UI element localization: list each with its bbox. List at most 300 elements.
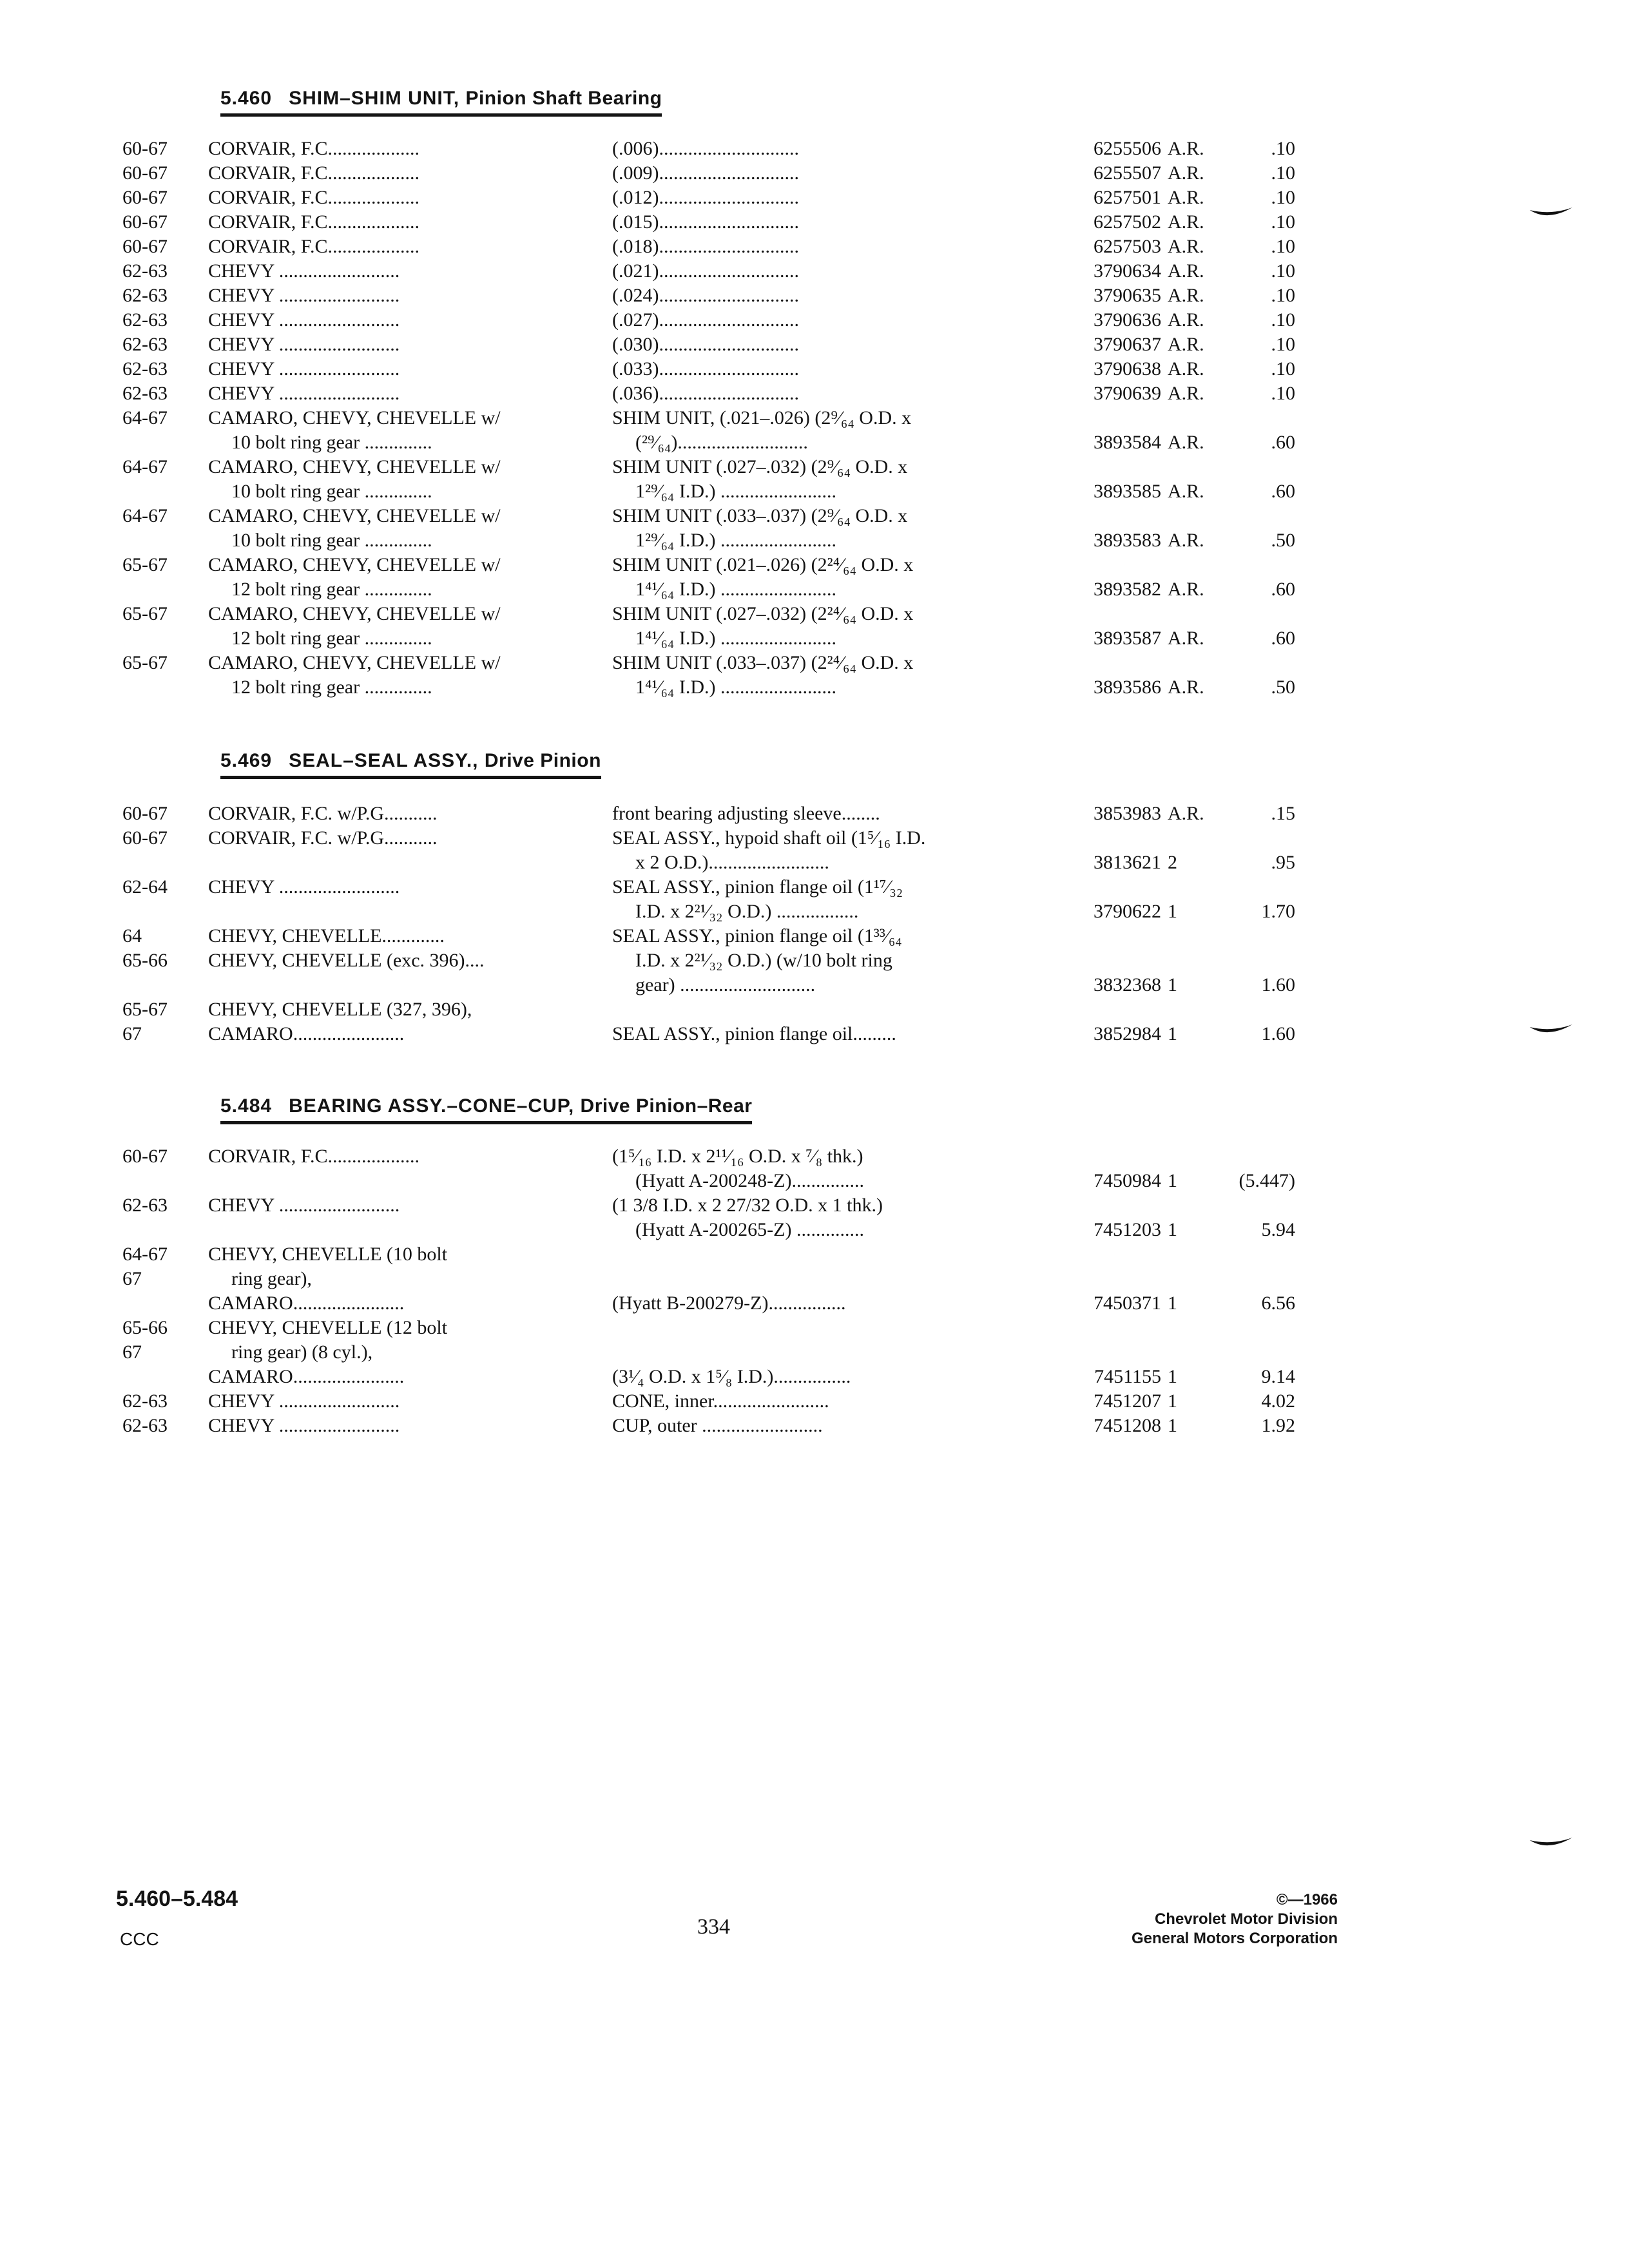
table-row xyxy=(122,651,1295,700)
year-text: 62-63 xyxy=(122,1415,168,1436)
year-text: 62-63 xyxy=(122,285,168,306)
model-description xyxy=(208,186,582,210)
model-description xyxy=(208,357,582,381)
model-text: CAMARO, CHEVY, CHEVELLE w/ xyxy=(208,505,501,526)
copyright: ©—1966 xyxy=(1276,1891,1338,1908)
year-text: 62-63 xyxy=(122,383,168,404)
section-number: 5.469 xyxy=(220,750,273,771)
model-description xyxy=(208,332,582,357)
part-number: 3893587 xyxy=(1094,628,1161,649)
part-number: 3893584 xyxy=(1094,432,1161,453)
year-text: 65-67 xyxy=(122,999,168,1020)
description-text: front bearing adjusting sleeve........ xyxy=(612,803,880,824)
description-text: (.033)............................. xyxy=(612,358,799,380)
quantity: 1 xyxy=(1168,1170,1177,1191)
description-text: SHIM UNIT (.021–.026) (2²⁴⁄₆₄ O.D. x xyxy=(612,554,914,575)
model-text: 12 bolt ring gear .............. xyxy=(231,677,432,698)
model-text: CORVAIR, F.C................... xyxy=(208,211,420,233)
parts-table-5-460 xyxy=(122,137,1295,700)
year-range xyxy=(122,1316,200,1365)
model-description xyxy=(208,1242,582,1316)
table-row xyxy=(122,161,1295,186)
section-heading: SHIM–SHIM UNIT, xyxy=(289,88,460,109)
footer-publisher xyxy=(1132,1890,1338,1948)
quantity: 1 xyxy=(1168,1023,1177,1044)
price: .10 xyxy=(1271,162,1295,184)
description-text: (.024)............................. xyxy=(612,285,799,306)
model-description xyxy=(208,1389,582,1414)
table-row xyxy=(122,259,1295,284)
part-number: 7451203 xyxy=(1094,1219,1161,1240)
model-text: 12 bolt ring gear .............. xyxy=(231,628,432,649)
price: .10 xyxy=(1271,236,1295,257)
description-text: (1⁵⁄₁₆ I.D. x 2¹¹⁄₁₆ O.D. x ⁷⁄₈ thk.) xyxy=(612,1146,863,1167)
table-row xyxy=(122,924,1295,997)
description-text: SEAL ASSY., pinion flange oil (1³³⁄₆₄ xyxy=(612,925,902,947)
description-text: CUP, outer ......................... xyxy=(612,1415,823,1436)
model-text: CHEVY ......................... xyxy=(208,383,400,404)
part-number: 3852984 xyxy=(1094,1023,1161,1044)
year-text: 64-67 xyxy=(122,407,168,428)
price: 9.14 xyxy=(1261,1366,1295,1387)
price: 1.60 xyxy=(1261,1023,1295,1044)
quantity: 1 xyxy=(1168,1390,1177,1412)
part-number: 3813621 xyxy=(1094,852,1161,873)
description-text: SEAL ASSY., hypoid shaft oil (1⁵⁄₁₆ I.D. xyxy=(612,827,926,849)
model-text: CHEVY, CHEVELLE (exc. 396).... xyxy=(208,950,485,971)
year-range xyxy=(122,1144,200,1169)
quantity: A.R. xyxy=(1168,358,1204,380)
year-text: 62-64 xyxy=(122,876,168,898)
year-text: 60-67 xyxy=(122,138,168,159)
model-description xyxy=(208,210,582,235)
price: .10 xyxy=(1271,260,1295,282)
part-number: 7451155 xyxy=(1094,1366,1161,1387)
year-range xyxy=(122,332,200,357)
year-text: 62-63 xyxy=(122,358,168,380)
year-range xyxy=(122,210,200,235)
page-number: 334 xyxy=(697,1915,730,1939)
price: .60 xyxy=(1271,579,1295,600)
model-description xyxy=(208,875,582,899)
description-text: (.009)............................. xyxy=(612,162,799,184)
section-subheading: Drive Pinion xyxy=(484,750,601,771)
price: .60 xyxy=(1271,432,1295,453)
price: .50 xyxy=(1271,677,1295,698)
section-title-5-484 xyxy=(220,1095,752,1124)
footer-code: CCC xyxy=(120,1929,159,1949)
description-text: CONE, inner........................ xyxy=(612,1390,829,1412)
quantity: A.R. xyxy=(1168,530,1204,551)
price: .60 xyxy=(1271,628,1295,649)
description-text: 1⁴¹⁄₆₄ I.D.) ........................ xyxy=(635,579,837,600)
table-row xyxy=(122,235,1295,259)
year-text: 65-67 xyxy=(122,554,168,575)
description-text: (Hyatt A-200265-Z) .............. xyxy=(635,1219,864,1240)
year-range xyxy=(122,602,200,626)
part-number: 7450371 xyxy=(1094,1293,1161,1314)
year-range xyxy=(122,186,200,210)
model-text: CORVAIR, F.C................... xyxy=(208,236,420,257)
model-description xyxy=(208,308,582,332)
year-range xyxy=(122,235,200,259)
quantity: A.R. xyxy=(1168,803,1204,824)
description-text: 1²⁹⁄₆₄ I.D.) ........................ xyxy=(635,530,837,551)
table-row xyxy=(122,381,1295,406)
part-number: 6257501 xyxy=(1094,187,1161,208)
model-text: CAMARO....................... xyxy=(208,1293,405,1314)
part-number: 3790634 xyxy=(1094,260,1161,282)
part-number: 3893585 xyxy=(1094,481,1161,502)
description-text: (.015)............................. xyxy=(612,211,799,233)
section-title-5-460 xyxy=(220,88,662,117)
description-text: I.D. x 2²¹⁄₃₂ O.D.) ................. xyxy=(635,901,859,922)
year-range xyxy=(122,259,200,284)
model-description xyxy=(208,651,582,700)
description-text xyxy=(612,1340,1166,1365)
table-row xyxy=(122,332,1295,357)
description-text xyxy=(612,1267,1166,1291)
part-number: 3790638 xyxy=(1094,358,1161,380)
price: .10 xyxy=(1271,285,1295,306)
model-description xyxy=(208,553,582,602)
part-number: 3893583 xyxy=(1094,530,1161,551)
quantity: A.R. xyxy=(1168,334,1204,355)
year-text: 64 xyxy=(122,925,142,947)
description-text: (Hyatt B-200279-Z)................ xyxy=(612,1293,846,1314)
model-description xyxy=(208,455,582,504)
year-text: 62-63 xyxy=(122,309,168,331)
model-text: 12 bolt ring gear .............. xyxy=(231,579,432,600)
model-text: CHEVY ......................... xyxy=(208,260,400,282)
model-text: CAMARO, CHEVY, CHEVELLE w/ xyxy=(208,456,501,477)
quantity: 1 xyxy=(1168,974,1177,995)
model-text: CHEVY ......................... xyxy=(208,309,400,331)
price: .10 xyxy=(1271,187,1295,208)
year-text: 60-67 xyxy=(122,236,168,257)
year-range xyxy=(122,357,200,381)
quantity: A.R. xyxy=(1168,628,1204,649)
model-description xyxy=(208,406,582,455)
part-number: 3790622 xyxy=(1094,901,1161,922)
model-description xyxy=(208,161,582,186)
table-row xyxy=(122,826,1295,875)
year-range xyxy=(122,997,200,1046)
quantity: 1 xyxy=(1168,901,1177,922)
table-row xyxy=(122,602,1295,651)
price: .10 xyxy=(1271,334,1295,355)
model-text: 10 bolt ring gear .............. xyxy=(231,481,432,502)
model-text: CORVAIR, F.C................... xyxy=(208,1146,420,1167)
year-text: 65-66 xyxy=(122,950,168,971)
model-text: CHEVY, CHEVELLE (10 bolt xyxy=(208,1244,448,1265)
model-description xyxy=(208,137,582,161)
year-range xyxy=(122,875,200,899)
year-range xyxy=(122,406,200,430)
description-text: (²⁹⁄₆₄)........................... xyxy=(635,432,808,453)
year-text: 65-67 xyxy=(122,603,168,624)
year-text: 62-63 xyxy=(122,1390,168,1412)
price: 6.56 xyxy=(1261,1293,1295,1314)
description-text: 1⁴¹⁄₆₄ I.D.) ........................ xyxy=(635,677,837,698)
year-range xyxy=(122,924,200,973)
description-text: 1²⁹⁄₆₄ I.D.) ........................ xyxy=(635,481,837,502)
year-range xyxy=(122,1193,200,1218)
quantity: 1 xyxy=(1168,1219,1177,1240)
year-text: 65-67 xyxy=(122,652,168,673)
division-name: Chevrolet Motor Division xyxy=(1154,1910,1338,1928)
model-description xyxy=(208,381,582,406)
table-row xyxy=(122,1316,1295,1389)
description-text xyxy=(612,997,1166,1022)
table-row xyxy=(122,875,1295,924)
model-text: CORVAIR, F.C................... xyxy=(208,162,420,184)
model-description xyxy=(208,284,582,308)
quantity: 1 xyxy=(1168,1415,1177,1436)
description-text: x 2 O.D.)......................... xyxy=(635,852,829,873)
part-number: 7451207 xyxy=(1094,1390,1161,1412)
part-number: 3790637 xyxy=(1094,334,1161,355)
table-row xyxy=(122,455,1295,504)
model-description xyxy=(208,826,582,850)
part-number: 6255507 xyxy=(1094,162,1161,184)
section-subheading: Pinion Shaft Bearing xyxy=(465,88,662,109)
year-range xyxy=(122,1389,200,1414)
table-row xyxy=(122,308,1295,332)
year-range xyxy=(122,308,200,332)
binder-mark-icon xyxy=(1528,205,1574,220)
model-text: CORVAIR, F.C................... xyxy=(208,138,420,159)
year-text: 67 xyxy=(122,1341,142,1363)
table-row xyxy=(122,186,1295,210)
description-text: (3¹⁄₄ O.D. x 1⁵⁄₈ I.D.)................ xyxy=(612,1366,851,1387)
part-number: 6257502 xyxy=(1094,211,1161,233)
price: 1.70 xyxy=(1261,901,1295,922)
part-number: 3790639 xyxy=(1094,383,1161,404)
part-number: 3893582 xyxy=(1094,579,1161,600)
price: .10 xyxy=(1271,383,1295,404)
model-description xyxy=(208,1414,582,1438)
description-text: (.030)............................. xyxy=(612,334,799,355)
price: 1.92 xyxy=(1261,1415,1295,1436)
model-text: CHEVY ......................... xyxy=(208,285,400,306)
year-range xyxy=(122,1414,200,1438)
quantity: A.R. xyxy=(1168,432,1204,453)
year-text: 64-67 xyxy=(122,1244,168,1265)
year-range xyxy=(122,1242,200,1291)
description-text: SHIM UNIT (.033–.037) (2²⁴⁄₆₄ O.D. x xyxy=(612,652,914,673)
model-description xyxy=(208,924,582,973)
model-text: CORVAIR, F.C................... xyxy=(208,187,420,208)
price: .60 xyxy=(1271,481,1295,502)
year-range xyxy=(122,553,200,577)
part-number: 7450984 xyxy=(1094,1170,1161,1191)
price: .10 xyxy=(1271,309,1295,331)
price: 4.02 xyxy=(1261,1390,1295,1412)
year-text: 60-67 xyxy=(122,803,168,824)
quantity: A.R. xyxy=(1168,677,1204,698)
table-row xyxy=(122,504,1295,553)
model-text: CHEVY ......................... xyxy=(208,1415,400,1436)
model-text: CHEVY ......................... xyxy=(208,876,400,898)
year-text: 60-67 xyxy=(122,211,168,233)
description-text: SHIM UNIT, (.021–.026) (2⁹⁄₆₄ O.D. x xyxy=(612,407,912,428)
table-row xyxy=(122,802,1295,826)
year-range xyxy=(122,651,200,675)
model-description xyxy=(208,1316,582,1389)
model-text: CAMARO, CHEVY, CHEVELLE w/ xyxy=(208,554,501,575)
model-description xyxy=(208,1193,582,1218)
year-text: 60-67 xyxy=(122,827,168,849)
description-text: (.036)............................. xyxy=(612,383,799,404)
year-range xyxy=(122,802,200,826)
part-number: 7451208 xyxy=(1094,1415,1161,1436)
model-text: 10 bolt ring gear .............. xyxy=(231,530,432,551)
quantity: A.R. xyxy=(1168,236,1204,257)
table-row xyxy=(122,1242,1295,1316)
quantity: A.R. xyxy=(1168,579,1204,600)
year-range xyxy=(122,504,200,528)
part-number: 3893586 xyxy=(1094,677,1161,698)
quantity: A.R. xyxy=(1168,383,1204,404)
table-row xyxy=(122,137,1295,161)
model-description xyxy=(208,1144,582,1169)
price: .15 xyxy=(1271,803,1295,824)
description-text: SHIM UNIT (.033–.037) (2⁹⁄₆₄ O.D. x xyxy=(612,505,908,526)
year-text: 64-67 xyxy=(122,456,168,477)
description-text: SEAL ASSY., pinion flange oil......... xyxy=(612,1023,896,1044)
table-row xyxy=(122,1144,1295,1193)
model-text: CHEVY, CHEVELLE (12 bolt xyxy=(208,1317,448,1338)
quantity: A.R. xyxy=(1168,211,1204,233)
description-text xyxy=(612,1316,1166,1340)
table-row xyxy=(122,1193,1295,1242)
description-text: gear) ............................ xyxy=(635,974,816,995)
description-text: (.012)............................. xyxy=(612,187,799,208)
part-number: 6255506 xyxy=(1094,138,1161,159)
model-description xyxy=(208,997,582,1046)
model-text: CAMARO, CHEVY, CHEVELLE w/ xyxy=(208,603,501,624)
part-number: 3832368 xyxy=(1094,974,1161,995)
part-number: 3853983 xyxy=(1094,803,1161,824)
year-text: 62-63 xyxy=(122,334,168,355)
year-text: 64-67 xyxy=(122,505,168,526)
footer-section-range: 5.460–5.484 xyxy=(116,1887,238,1911)
year-text: 60-67 xyxy=(122,1146,168,1167)
description-text: (.018)............................. xyxy=(612,236,799,257)
year-range xyxy=(122,137,200,161)
year-range xyxy=(122,826,200,850)
year-range xyxy=(122,455,200,479)
part-number: 6257503 xyxy=(1094,236,1161,257)
table-row xyxy=(122,406,1295,455)
price: .50 xyxy=(1271,530,1295,551)
model-description xyxy=(208,602,582,651)
quantity: A.R. xyxy=(1168,162,1204,184)
price: 1.60 xyxy=(1261,974,1295,995)
quantity: A.R. xyxy=(1168,260,1204,282)
price: .10 xyxy=(1271,358,1295,380)
year-range xyxy=(122,284,200,308)
price: 5.94 xyxy=(1261,1219,1295,1240)
section-heading: SEAL–SEAL ASSY., xyxy=(289,750,479,771)
quantity: A.R. xyxy=(1168,187,1204,208)
model-description xyxy=(208,504,582,553)
quantity: 1 xyxy=(1168,1293,1177,1314)
description-text xyxy=(612,1242,1166,1267)
quantity: A.R. xyxy=(1168,309,1204,331)
quantity: 1 xyxy=(1168,1366,1177,1387)
section-heading: BEARING ASSY.–CONE–CUP, xyxy=(289,1095,575,1117)
table-row xyxy=(122,357,1295,381)
model-text: CAMARO, CHEVY, CHEVELLE w/ xyxy=(208,407,501,428)
price: .10 xyxy=(1271,138,1295,159)
model-text: CHEVY, CHEVELLE (327, 396), xyxy=(208,999,472,1020)
year-text: 62-63 xyxy=(122,260,168,282)
section-number: 5.484 xyxy=(220,1095,273,1117)
price: (5.447) xyxy=(1239,1170,1295,1191)
price: .95 xyxy=(1271,852,1295,873)
model-text: CHEVY ......................... xyxy=(208,358,400,380)
description-text: I.D. x 2²¹⁄₃₂ O.D.) (w/10 bolt ring xyxy=(635,950,892,971)
quantity: A.R. xyxy=(1168,481,1204,502)
part-number: 3790636 xyxy=(1094,309,1161,331)
model-description xyxy=(208,259,582,284)
model-text: CAMARO, CHEVY, CHEVELLE w/ xyxy=(208,652,501,673)
table-row xyxy=(122,210,1295,235)
year-text: 62-63 xyxy=(122,1195,168,1216)
description-text: (.027)............................. xyxy=(612,309,799,331)
year-text: 60-67 xyxy=(122,162,168,184)
year-text: 65-66 xyxy=(122,1317,168,1338)
model-text: CAMARO....................... xyxy=(208,1023,405,1044)
model-text: CHEVY ......................... xyxy=(208,1390,400,1412)
table-row xyxy=(122,997,1295,1046)
description-text: (.021)............................. xyxy=(612,260,799,282)
model-text: 10 bolt ring gear .............. xyxy=(231,432,432,453)
model-description xyxy=(208,235,582,259)
year-text: 60-67 xyxy=(122,187,168,208)
model-text: CHEVY ......................... xyxy=(208,1195,400,1216)
description-text: (Hyatt A-200248-Z)............... xyxy=(635,1170,864,1191)
quantity: 2 xyxy=(1168,852,1177,873)
model-text: CORVAIR, F.C. w/P.G........... xyxy=(208,827,438,849)
model-text: CHEVY ......................... xyxy=(208,334,400,355)
description-text: SHIM UNIT (.027–.032) (2⁹⁄₆₄ O.D. x xyxy=(612,456,908,477)
quantity: A.R. xyxy=(1168,138,1204,159)
part-number: 3790635 xyxy=(1094,285,1161,306)
description-text: 1⁴¹⁄₆₄ I.D.) ........................ xyxy=(635,628,837,649)
company-name: General Motors Corporation xyxy=(1131,1930,1338,1947)
year-text: 67 xyxy=(122,1268,142,1289)
model-text: CHEVY, CHEVELLE............. xyxy=(208,925,445,947)
binder-mark-icon xyxy=(1528,1835,1574,1850)
binder-mark-icon xyxy=(1528,1022,1574,1037)
description-text: (1 3/8 I.D. x 2 27/32 O.D. x 1 thk.) xyxy=(612,1195,883,1216)
model-text: ring gear), xyxy=(231,1268,312,1289)
quantity: A.R. xyxy=(1168,285,1204,306)
model-text: CAMARO....................... xyxy=(208,1366,405,1387)
description-text: (.006)............................. xyxy=(612,138,799,159)
section-title-5-469 xyxy=(220,750,601,779)
model-description xyxy=(208,802,582,826)
year-range xyxy=(122,161,200,186)
description-text: SHIM UNIT (.027–.032) (2²⁴⁄₆₄ O.D. x xyxy=(612,603,914,624)
year-text: 67 xyxy=(122,1023,142,1044)
price: .10 xyxy=(1271,211,1295,233)
parts-table-5-469 xyxy=(122,802,1295,1046)
model-text: CORVAIR, F.C. w/P.G........... xyxy=(208,803,438,824)
